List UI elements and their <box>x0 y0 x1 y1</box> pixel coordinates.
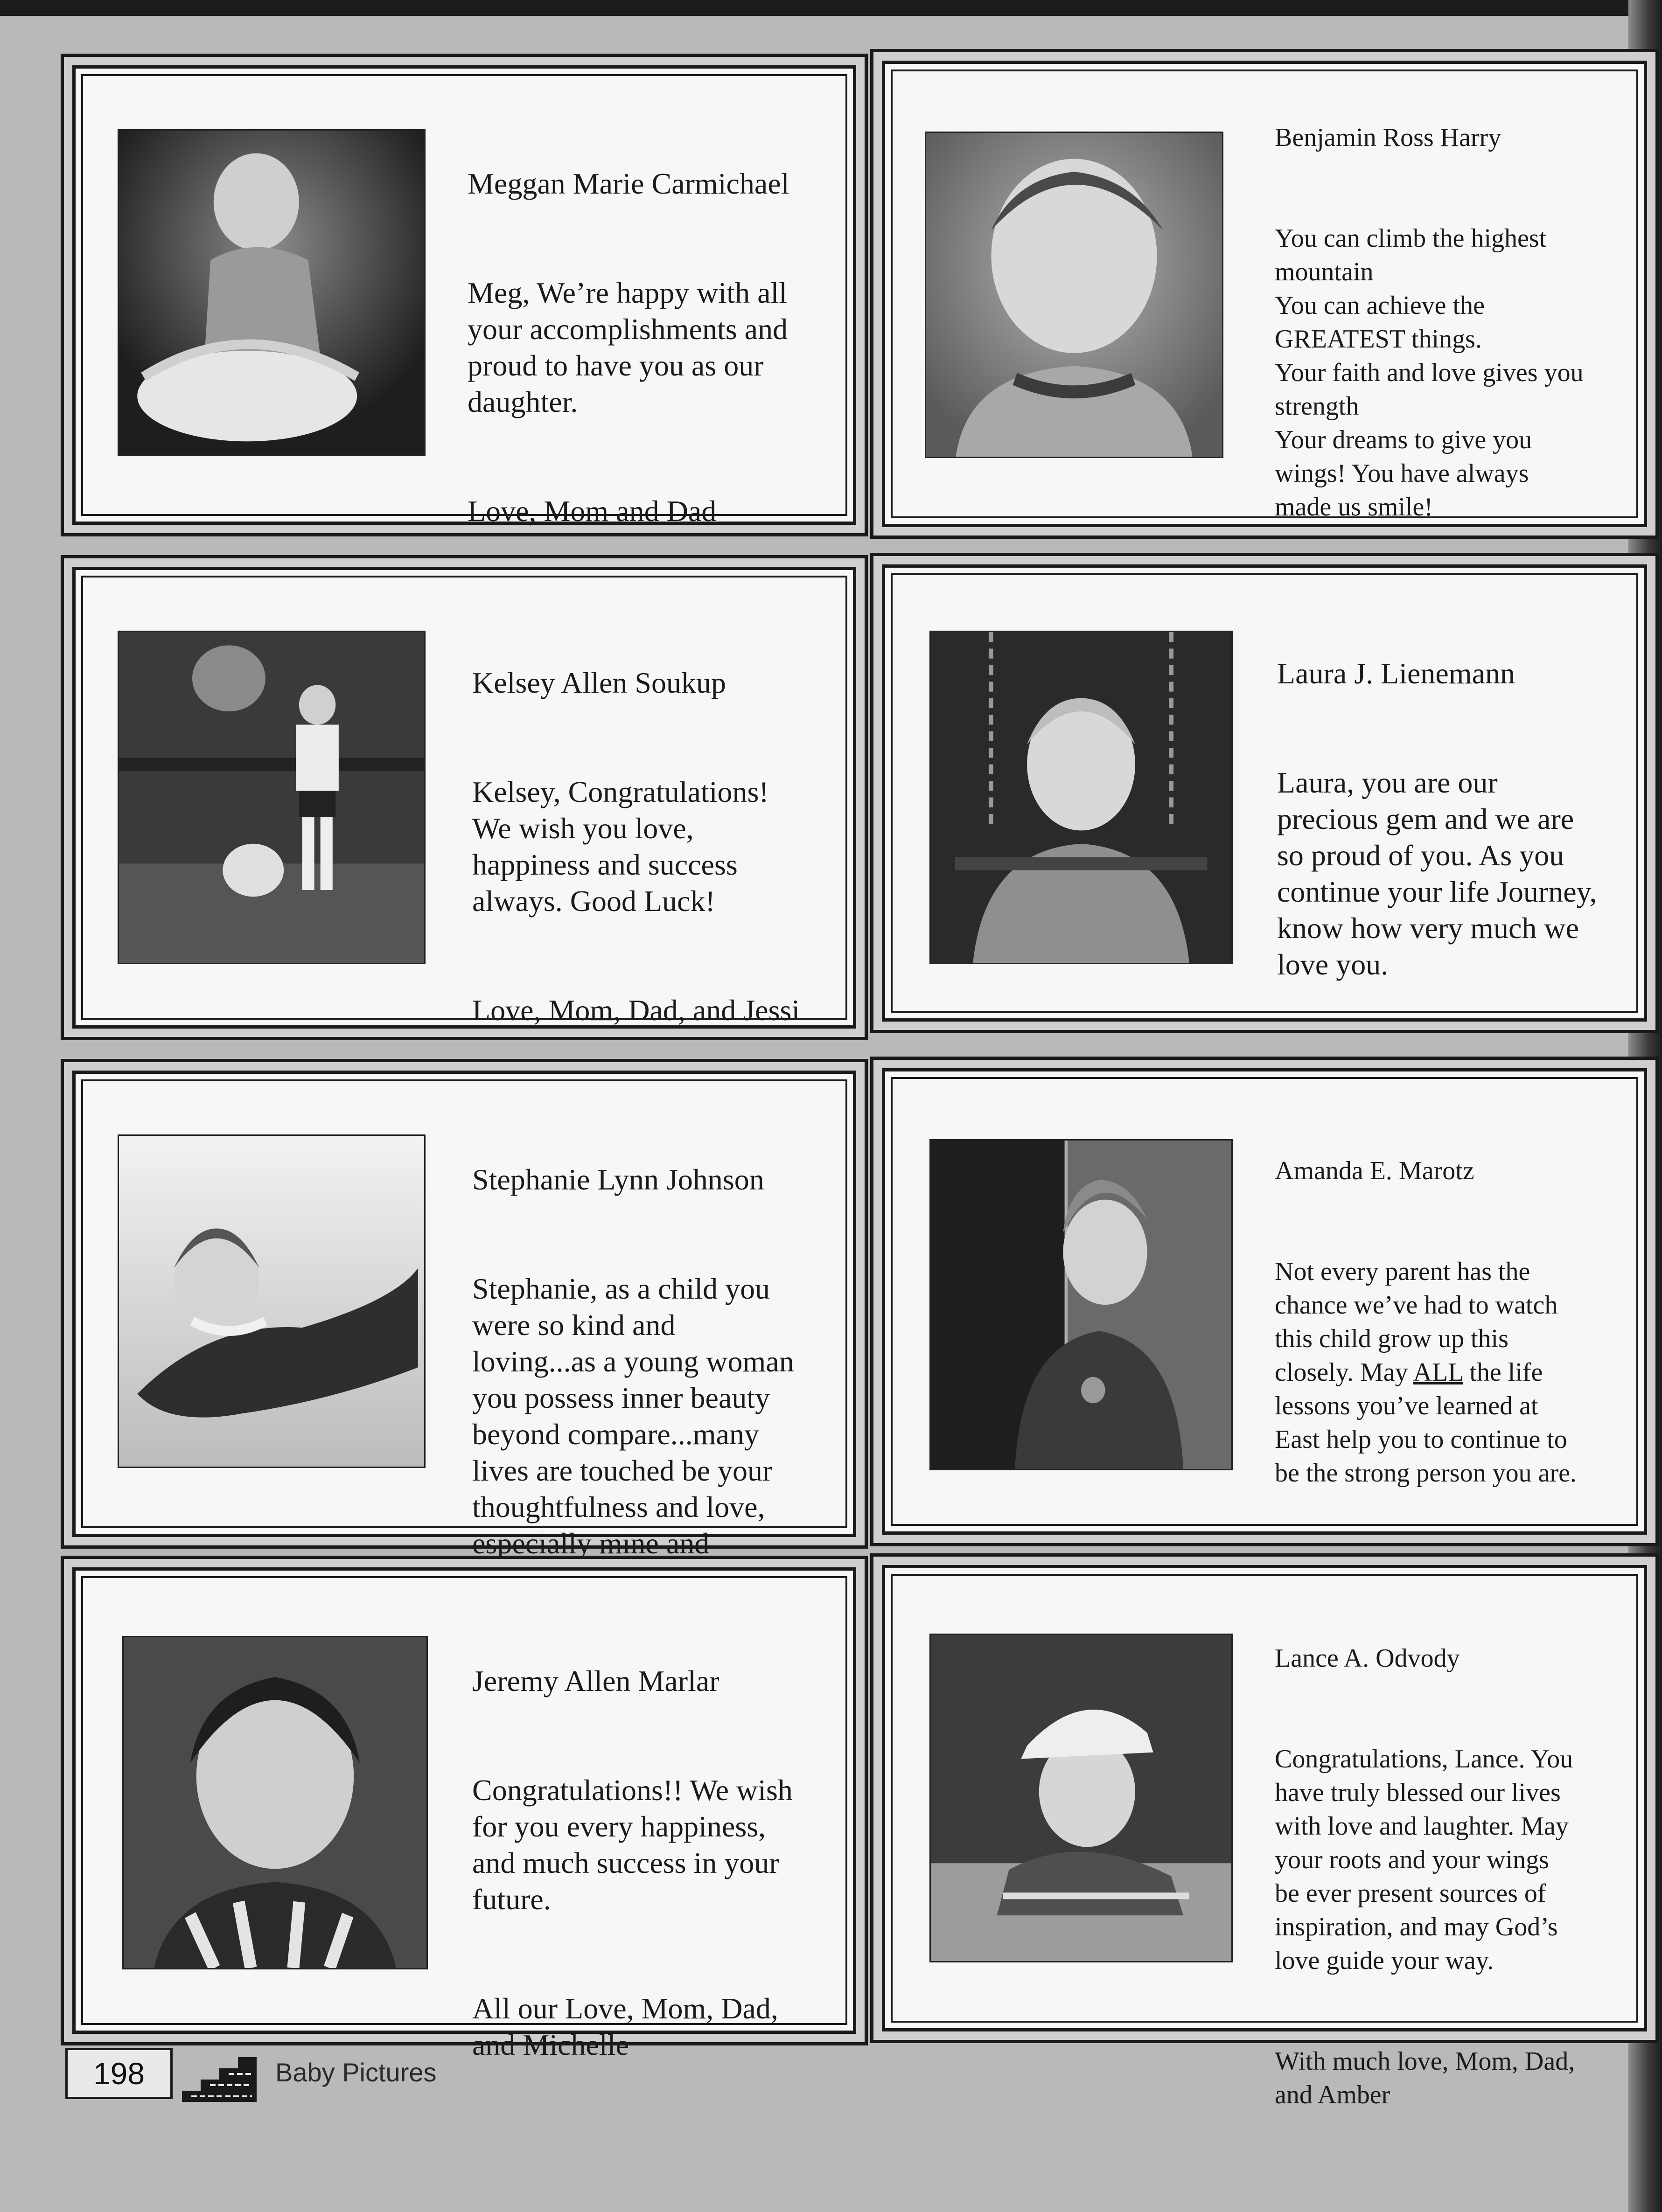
signature: Love, Mom, Dad, and Jessi <box>472 994 800 1027</box>
card-text <box>472 628 844 1065</box>
card-text <box>472 1125 844 1635</box>
signature: All our Love, Mom, Dad, and Michelle <box>472 1992 778 2061</box>
baby-card-marotz <box>882 1068 1647 1535</box>
baby-photo <box>929 1634 1233 1962</box>
baby-card-soukup <box>72 567 856 1029</box>
signature: With much love, Mom, Dad, and Amber <box>1275 2047 1575 2109</box>
child-name: Amanda E. Marotz <box>1275 1156 1474 1185</box>
baby-card-lienemann <box>882 564 1647 1022</box>
child-name: Kelsey Allen Soukup <box>472 666 726 699</box>
card-text <box>1275 1608 1634 2145</box>
parent-message: Congratulations, Lance. You have truly blessed our lives with love and laughter. May your roots and your wings be ever present sources of inspiration, and may God’s love guide your way. <box>1275 1745 1573 1975</box>
parent-message: Meg, We’re happy with all your accomplishments and proud to have you as our daughter. <box>468 276 788 418</box>
parent-message: Stephanie, as a child you were so kind and loving...as a young woman you possess inner beauty beyond compare...many lives are touched be your thoughtfulness and love, especially mine and <box>472 1272 794 1560</box>
card-text <box>1277 619 1634 1128</box>
page-top-edge <box>0 0 1662 16</box>
baby-photo <box>925 132 1223 458</box>
emphasis-word: ALL <box>1413 1358 1463 1387</box>
parent-message: You can climb the highest mountain You can achieve the GREATEST things. Your faith and love gives you strength Your dreams to give you wings! You have always made us smile! <box>1275 224 1584 522</box>
parent-message: Congratulations!! We wish for you every happiness, and much success in your future. <box>472 1774 793 1916</box>
child-name: Stephanie Lynn Johnson <box>472 1163 764 1196</box>
baby-photo <box>122 1636 428 1969</box>
section-label: Baby Pictures <box>275 2058 437 2087</box>
baby-card-johnson <box>72 1071 856 1560</box>
baby-photo <box>929 631 1233 964</box>
baby-photo <box>118 631 426 964</box>
child-name: Benjamin Ross Harry <box>1275 123 1501 152</box>
parent-message: Laura, you are our precious gem and we are so proud of you. As you continue your life Journey, know how very much we love you. <box>1277 766 1597 981</box>
parent-message <box>1275 1255 1634 1490</box>
baby-photo <box>118 1134 426 1468</box>
baby-photo <box>929 1139 1233 1470</box>
baby-card-carmichael <box>72 65 856 528</box>
baby-photo <box>118 129 426 456</box>
baby-card-harry <box>882 61 1647 527</box>
card-text <box>472 1627 844 2100</box>
message-part: the life lessons you’ve learned at East help you to continue to be the strong person you are. <box>1275 1358 1577 1488</box>
child-name: Meggan Marie Carmichael <box>468 167 789 200</box>
page-number: 198 <box>65 2048 173 2099</box>
baby-card-marlar <box>72 1567 856 2061</box>
message-part: Not every parent has the chance we’ve had to watch this child grow up this closely. May <box>1275 1257 1558 1387</box>
child-name: Lance A. Odvody <box>1275 1644 1460 1673</box>
parent-message: Kelsey, Congratulations! We wish you love, happiness and success always. Good Luck! <box>472 775 769 918</box>
baby-card-odvody <box>882 1565 1647 2109</box>
page-footer <box>65 2048 485 2118</box>
signature: Love, Mom and Dad <box>468 494 717 528</box>
card-text <box>468 129 844 566</box>
stair-step-icon <box>163 2048 266 2104</box>
card-text <box>1275 1120 1634 1624</box>
child-name: Jeremy Allen Marlar <box>472 1664 719 1697</box>
child-name: Laura J. Lienemann <box>1277 657 1515 690</box>
